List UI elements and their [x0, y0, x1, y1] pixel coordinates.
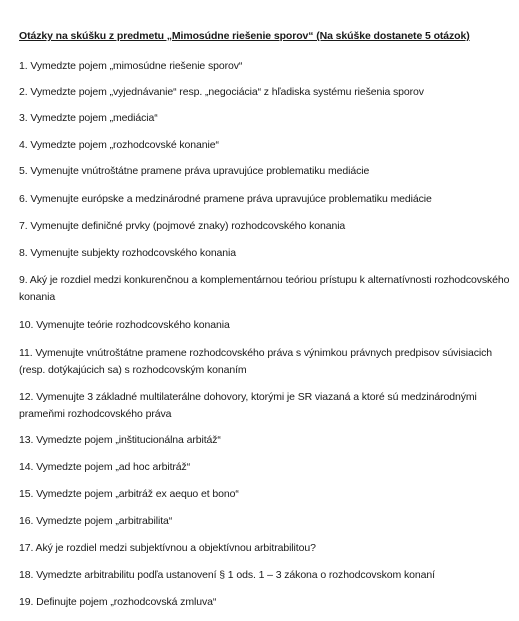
question-item: 13. Vymedzte pojem „inštitucionálna arbitáž“ [19, 434, 221, 446]
question-item: 12. Vymenujte 3 základné multilaterálne dohovory, ktorými je SR viazaná a ktoré sú medzinárodnými prameňmi rozhodcovského práva [19, 391, 477, 420]
question-item: 11. Vymenujte vnútroštátne pramene rozhodcovského práva s výnimkou právnych predpisov súvisiacich (resp. dotýkajúcich sa) s rozhodcovským konaním [19, 347, 492, 376]
question-item: 19. Definujte pojem „rozhodcovská zmluva“ [19, 596, 217, 608]
question-item: 17. Aký je rozdiel medzi subjektívnou a objektívnou arbitrabilitou? [19, 542, 316, 554]
question-item: 16. Vymedzte pojem „arbitrabilita“ [19, 515, 173, 527]
question-item: 9. Aký je rozdiel medzi konkurenčnou a komplementárnou teóriou prístupu k alternatívnosti rozhodcovského konania [19, 274, 510, 303]
question-item: 6. Vymenujte európske a medzinárodné pramene práva upravujúce problematiku mediácie [19, 193, 432, 205]
question-item: 14. Vymedzte pojem „ad hoc arbitráž“ [19, 461, 191, 473]
question-item: 4. Vymedzte pojem „rozhodcovské konanie“ [19, 139, 219, 151]
question-item: 1. Vymedzte pojem „mimosúdne riešenie sporov“ [19, 60, 243, 72]
question-item: 8. Vymenujte subjekty rozhodcovského konania [19, 247, 237, 259]
question-item: 2. Vymedzte pojem „vyjednávanie“ resp. „negociácia“ z hľadiska systému riešenia sporov [19, 86, 424, 98]
question-item: 18. Vymedzte arbitrabilitu podľa ustanovení § 1 ods. 1 – 3 zákona o rozhodcovskom konaní [19, 569, 435, 581]
question-item: 5. Vymenujte vnútroštátne pramene práva upravujúce problematiku mediácie [19, 165, 370, 177]
question-item: 3. Vymedzte pojem „mediácia“ [19, 112, 158, 124]
question-item: 10. Vymenujte teórie rozhodcovského konania [19, 319, 230, 331]
question-item: 15. Vymedzte pojem „arbitráž ex aequo et bono“ [19, 488, 239, 500]
document-title: Otázky na skúšku z predmetu „Mimosúdne riešenie sporov“ (Na skúške dostanete 5 otázok) [19, 30, 470, 42]
question-item: 7. Vymenujte definičné prvky (pojmové znaky) rozhodcovského konania [19, 220, 346, 232]
